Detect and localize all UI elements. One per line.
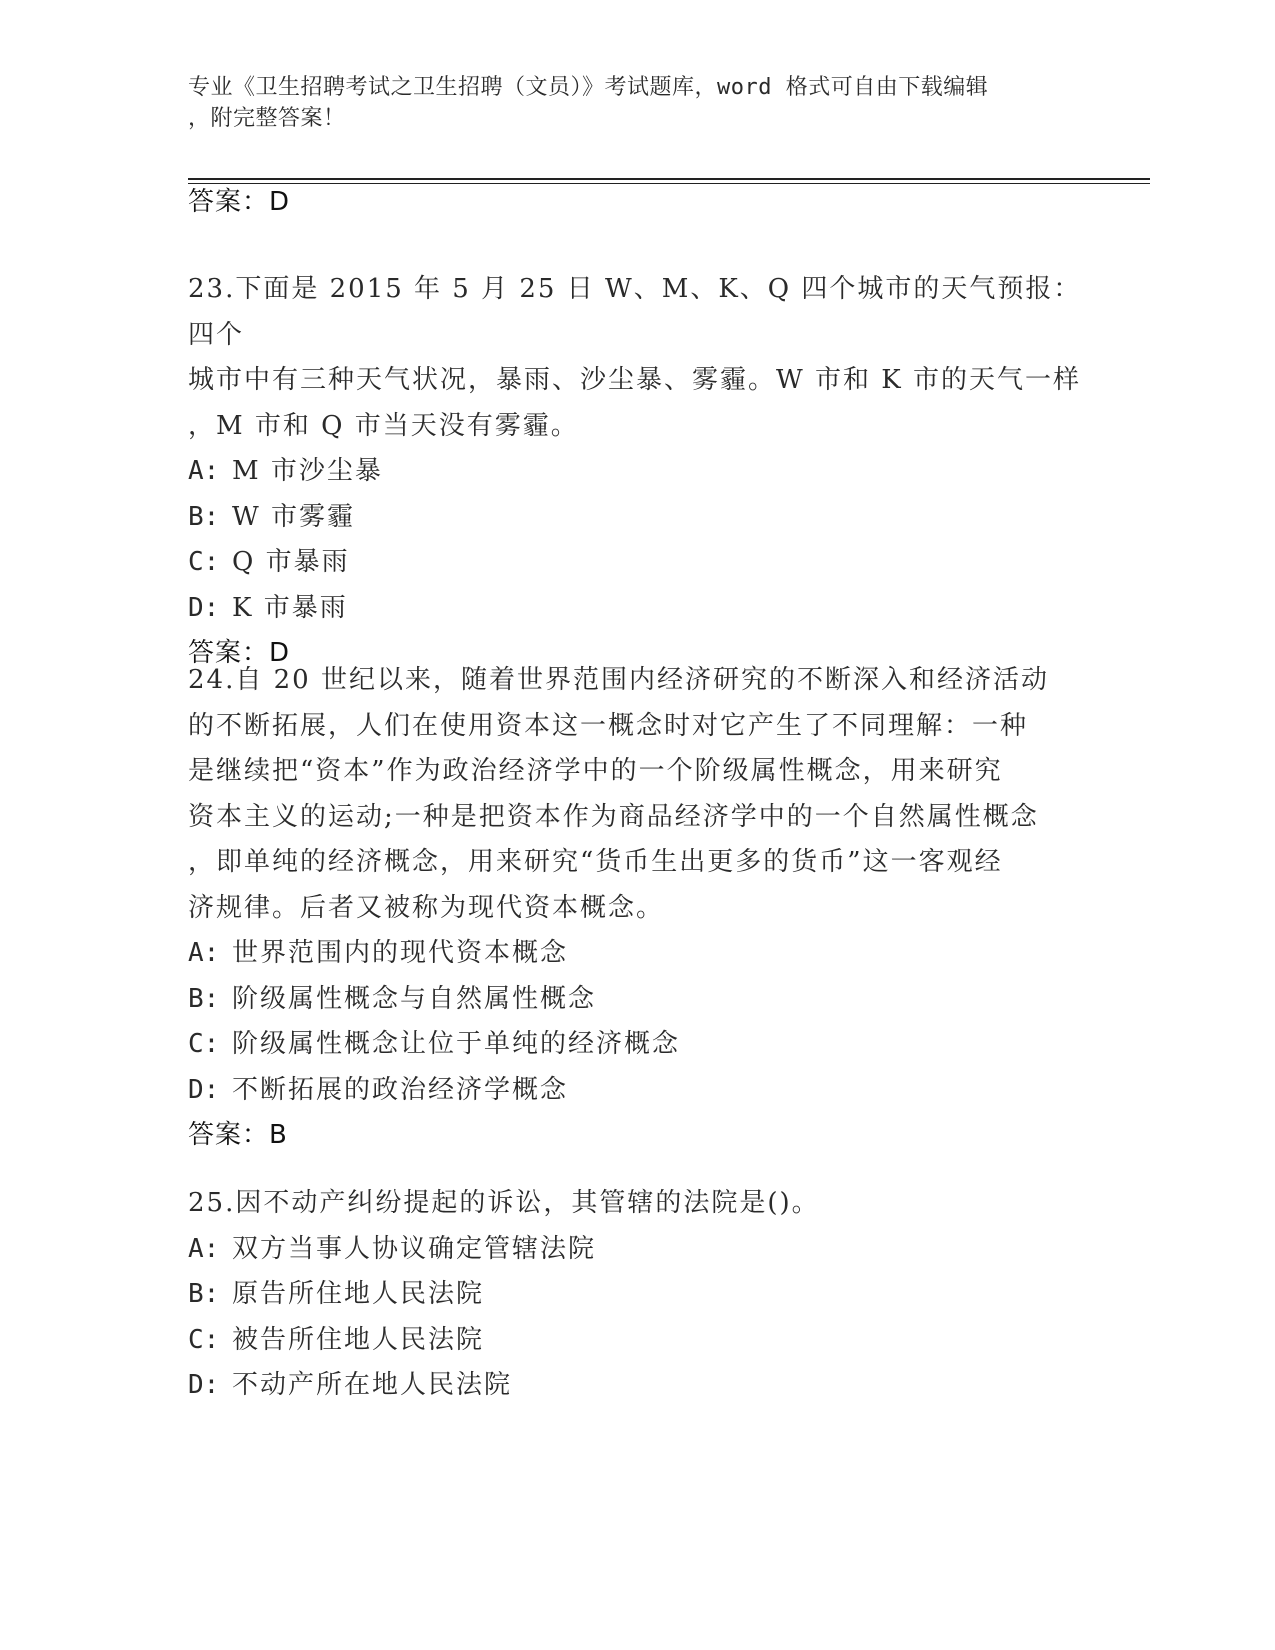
option-a xyxy=(188,1227,1088,1273)
option-key: B: xyxy=(188,983,220,1014)
answer-value: B xyxy=(269,1120,288,1150)
answer xyxy=(188,1113,1088,1157)
question-line: ，M 市和 Q 市当天没有雾霾。 xyxy=(188,410,579,441)
question-line: ，即单纯的经济概念，用来研究“货币生出更多的货币”这一客观经 xyxy=(188,847,1003,877)
answer-label: 答案： xyxy=(188,187,270,217)
question-text xyxy=(188,267,1088,449)
option-text: 不断拓展的政治经济学概念 xyxy=(232,1074,569,1105)
question-text xyxy=(188,1181,1088,1227)
option-key: C: xyxy=(188,1029,220,1059)
option-key: D: xyxy=(188,1074,220,1105)
option-text: Q 市暴雨 xyxy=(232,547,350,577)
option-text: W 市雾霾 xyxy=(232,501,355,532)
question-line: 是继续把“资本”作为政治经济学中的一个阶级属性概念，用来研究 xyxy=(188,756,1003,786)
option-d xyxy=(188,586,1088,632)
option-b xyxy=(188,495,1088,541)
option-key: D: xyxy=(188,1370,220,1400)
option-text: 双方当事人协议确定管辖法院 xyxy=(232,1233,597,1264)
question-24 xyxy=(188,658,1088,1157)
option-key: D: xyxy=(188,592,220,623)
previous-answer xyxy=(188,180,1088,224)
option-a xyxy=(188,931,1088,977)
header-line-2: ，附完整答案！ xyxy=(188,106,346,131)
option-key: A: xyxy=(188,938,220,968)
answer-value: D xyxy=(269,638,291,668)
option-c xyxy=(188,540,1088,586)
option-b xyxy=(188,1272,1088,1318)
option-b xyxy=(188,977,1088,1023)
header-line-1: 专业《卫生招聘考试之卫生招聘（文员）》考试题库，word 格式可自由下载编辑 xyxy=(188,75,989,100)
answer-label: 答案： xyxy=(188,1120,270,1150)
question-line: 城市中有三种天气状况，暴雨、沙尘暴、雾霾。W 市和 K 市的天气一样 xyxy=(188,365,1081,395)
answer-label: 答案： xyxy=(188,638,270,668)
question-line: 的不断拓展，人们在使用资本这一概念时对它产生了不同理解：一种 xyxy=(188,710,1029,741)
option-d xyxy=(188,1068,1088,1114)
option-text: 原告所住地人民法院 xyxy=(232,1279,485,1309)
option-key: A: xyxy=(188,1233,220,1264)
question-line: 25.因不动产纠纷提起的诉讼，其管辖的法院是()。 xyxy=(188,1188,820,1218)
answer-value: D xyxy=(269,187,291,217)
option-c xyxy=(188,1318,1088,1364)
option-key: C: xyxy=(188,547,220,577)
option-key: B: xyxy=(188,501,220,532)
option-c xyxy=(188,1022,1088,1068)
option-text: K 市暴雨 xyxy=(232,592,348,623)
question-line: 资本主义的运动;一种是把资本作为商品经济学中的一个自然属性概念 xyxy=(188,801,1039,832)
option-d xyxy=(188,1363,1088,1409)
question-text xyxy=(188,658,1088,931)
question-23 xyxy=(188,267,1088,675)
option-text: 阶级属性概念让位于单纯的经济概念 xyxy=(232,1029,681,1059)
question-line: 24.自 20 世纪以来，随着世界范围内经济研究的不断深入和经济活动 xyxy=(188,665,1049,695)
question-line: 23.下面是 2015 年 5 月 25 日 W、M、K、Q 四个城市的天气预报：四个 xyxy=(188,274,1082,350)
option-text: 阶级属性概念与自然属性概念 xyxy=(232,983,597,1014)
question-25 xyxy=(188,1181,1088,1409)
option-text: 世界范围内的现代资本概念 xyxy=(232,938,569,968)
option-text: M 市沙尘暴 xyxy=(232,456,383,486)
option-a xyxy=(188,449,1088,495)
option-key: C: xyxy=(188,1324,220,1355)
option-text: 被告所住地人民法院 xyxy=(232,1324,485,1355)
option-key: A: xyxy=(188,456,220,486)
option-key: B: xyxy=(188,1279,220,1309)
document-header xyxy=(188,72,1068,134)
option-text: 不动产所在地人民法院 xyxy=(232,1370,513,1400)
question-line: 济规律。后者又被称为现代资本概念。 xyxy=(188,892,665,923)
